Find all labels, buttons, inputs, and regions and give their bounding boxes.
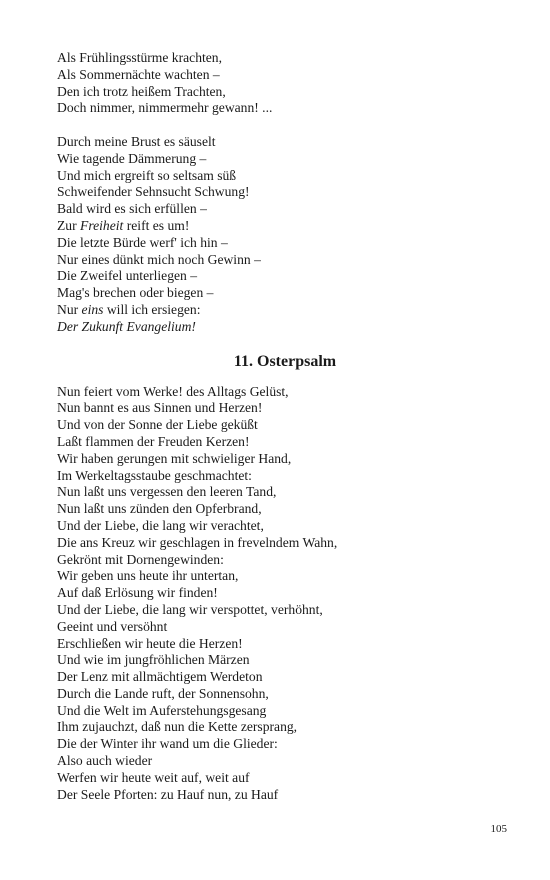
verse-line: Durch meine Brust es säuselt	[57, 133, 216, 149]
verse-line: Nur eines dünkt mich noch Gewinn –	[57, 251, 261, 267]
verse-text: reift es um!	[123, 217, 190, 233]
emphasized-line: Der Zukunft Evangelium!	[57, 318, 196, 334]
stanza-2	[57, 134, 497, 336]
verse-line: Und der Liebe, die lang wir verspottet, verhöhnt,	[57, 601, 323, 617]
verse-line: Und mich ergreift so seltsam süß	[57, 167, 237, 183]
osterpsalm-poem	[57, 384, 497, 804]
verse-line: Schweifender Sehnsucht Schwung!	[57, 184, 250, 200]
verse-line: Und von der Sonne der Liebe geküßt	[57, 417, 258, 433]
verse-line	[57, 302, 497, 319]
verse-text: will ich ersiegen:	[103, 301, 201, 317]
verse-line	[57, 218, 497, 235]
verse-line: Laßt flammen der Freuden Kerzen!	[57, 433, 250, 449]
verse-line: Mag's brechen oder biegen –	[57, 285, 214, 301]
verse-line: Ihm zujauchzt, daß nun die Kette zersprang,	[57, 719, 298, 735]
section-title: 11. Osterpsalm	[233, 352, 337, 370]
stanza-1	[57, 50, 497, 117]
verse-line: Doch nimmer, nimmermehr gewann! ...	[57, 100, 273, 116]
verse-line: Im Werkeltagsstaube geschmachtet:	[57, 467, 252, 483]
verse-line: Gekrönt mit Dornengewinden:	[57, 551, 224, 567]
verse-line: Und der Liebe, die lang wir verachtet,	[57, 517, 264, 533]
verse-line: Der Lenz mit allmächtigem Werdeton	[57, 669, 263, 685]
verse-line: Erschließen wir heute die Herzen!	[57, 635, 243, 651]
verse-line: Die Zweifel unterliegen –	[57, 268, 198, 284]
verse-line: Geeint und versöhnt	[57, 618, 168, 634]
verse-line: Wir haben gerungen mit schwieliger Hand,	[57, 450, 292, 466]
verse-line: Auf daß Erlösung wir finden!	[57, 585, 218, 601]
verse-line: Und die Welt im Auferstehungsgesang	[57, 702, 267, 718]
verse-line: Der Seele Pforten: zu Hauf nun, zu Hauf	[57, 786, 279, 802]
verse-line: Den ich trotz heißem Trachten,	[57, 83, 226, 99]
verse-line: Nun laßt uns vergessen den leeren Tand,	[57, 484, 277, 500]
poem-page	[57, 50, 497, 803]
verse-line: Wir geben uns heute ihr untertan,	[57, 568, 239, 584]
verse-line	[57, 319, 497, 336]
verse-line: Wie tagende Dämmerung –	[57, 150, 207, 166]
verse-line: Nun laßt uns zünden den Opferbrand,	[57, 501, 262, 517]
verse-line: Werfen wir heute weit auf, weit auf	[57, 769, 250, 785]
verse-line: Die der Winter ihr wand um die Glieder:	[57, 736, 278, 752]
verse-line: Nun feiert vom Werke! des Alltags Gelüst,	[57, 383, 289, 399]
emphasized-word: eins	[81, 301, 104, 317]
verse-line: Nun bannt es aus Sinnen und Herzen!	[57, 400, 263, 416]
verse-line: Und wie im jungfröhlichen Märzen	[57, 652, 250, 668]
verse-line: Durch die Lande ruft, der Sonnensohn,	[57, 685, 269, 701]
verse-text: Nur	[57, 301, 82, 317]
verse-line: Also auch wieder	[57, 753, 153, 769]
verse-line: Die ans Kreuz wir geschlagen in frevelndem Wahn,	[57, 534, 338, 550]
emphasized-word: Freiheit	[80, 217, 124, 233]
verse-line: Als Sommernächte wachten –	[57, 66, 220, 82]
verse-line: Als Frühlingsstürme krachten,	[57, 50, 222, 65]
verse-line: Die letzte Bürde werf' ich hin –	[57, 234, 228, 250]
page-number: 105	[490, 823, 507, 835]
verse-text: Zur	[57, 217, 81, 233]
verse-line: Bald wird es sich erfüllen –	[57, 201, 207, 217]
stanza-gap	[57, 117, 497, 134]
